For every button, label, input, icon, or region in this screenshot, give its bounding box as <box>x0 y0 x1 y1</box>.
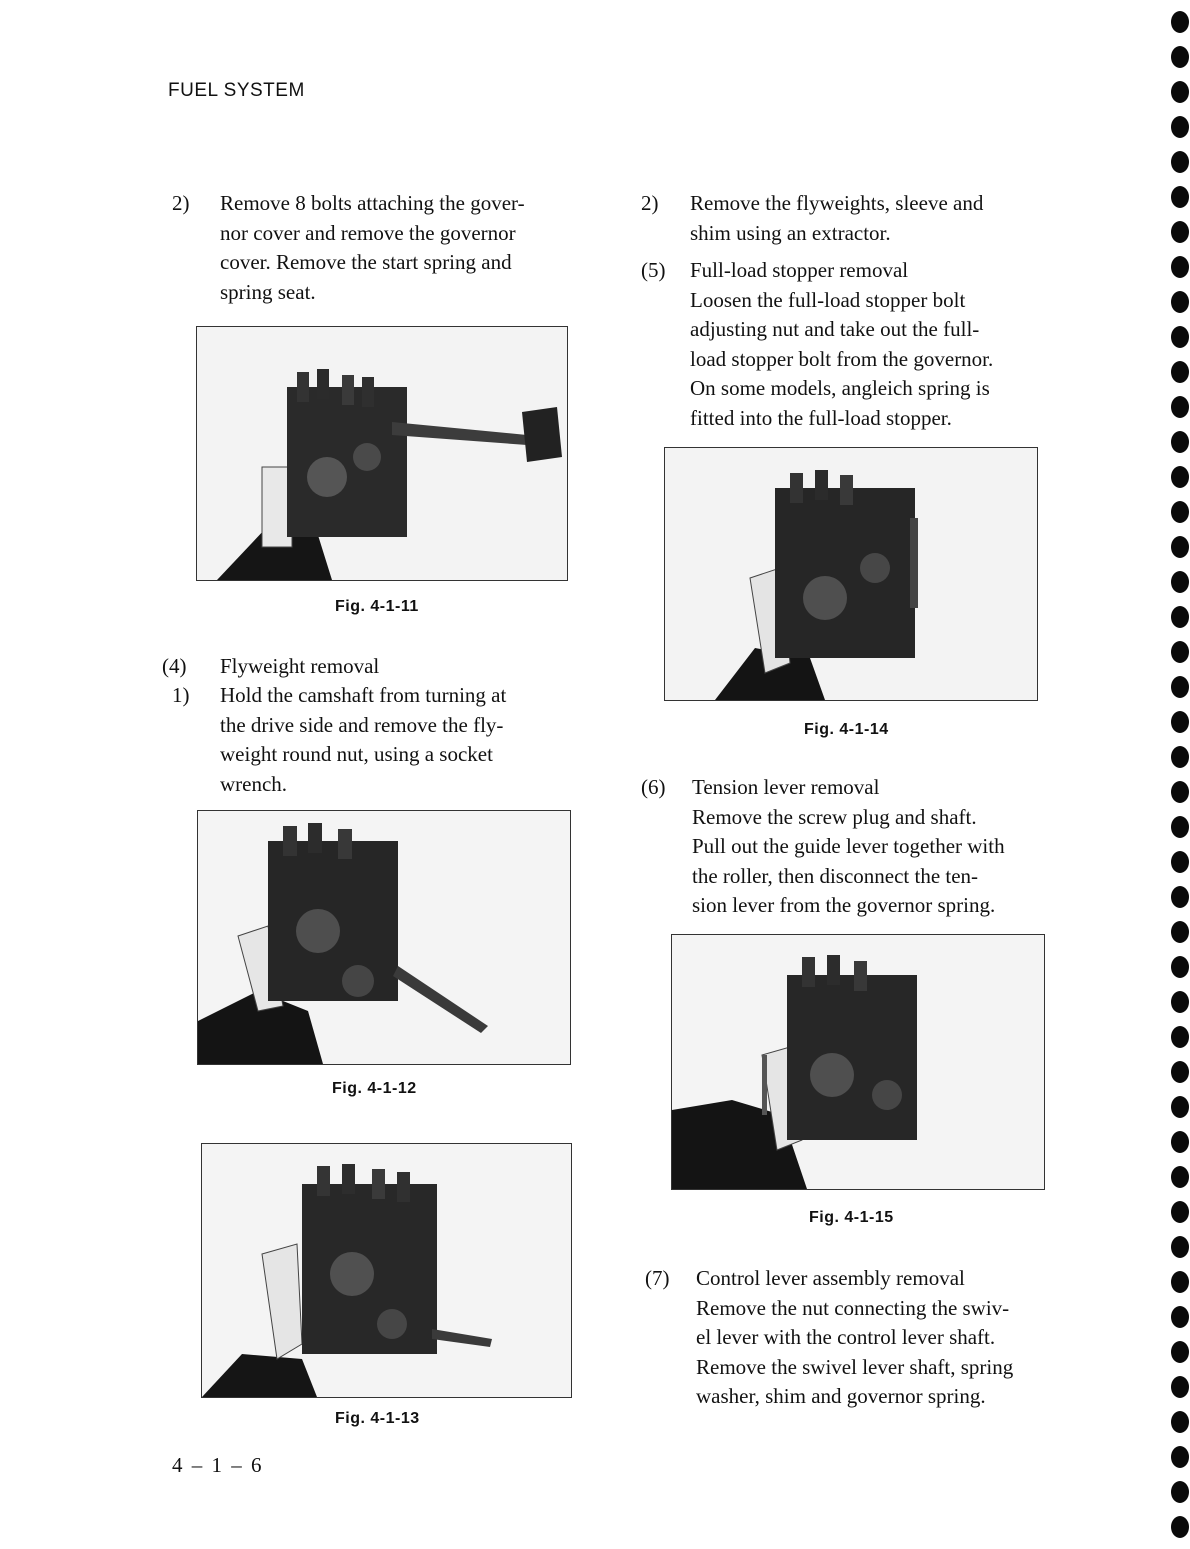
text-line: weight round nut, using a socket <box>220 742 493 766</box>
step-text <box>220 681 588 799</box>
text-line: Remove the nut connecting the swiv- <box>696 1295 1010 1320</box>
text-line: On some models, angleich spring is <box>690 376 990 400</box>
right-section-6 <box>641 773 1066 923</box>
right-section-7 <box>645 1264 1070 1414</box>
figure-caption: Fig. 4-1-11 <box>335 598 419 615</box>
step-text <box>220 189 588 307</box>
text-line: the drive side and remove the fly- <box>220 712 504 737</box>
section-number: (4) <box>162 654 187 678</box>
figure-4-1-15-photo <box>671 934 1045 1190</box>
text-line: nor cover and remove the governor <box>220 220 516 245</box>
step-number: 2) <box>172 191 190 215</box>
step-text <box>690 189 1060 248</box>
binding-holes <box>1156 0 1190 1544</box>
text-line: Remove 8 bolts attaching the gover- <box>220 191 525 215</box>
figure-4-1-14-photo <box>664 447 1038 701</box>
section-text <box>690 256 1060 433</box>
right-step-2 <box>641 189 1066 249</box>
text-line: sion lever from the governor spring. <box>692 893 996 917</box>
figure-caption: Fig. 4-1-12 <box>332 1080 417 1097</box>
text-line: el lever with the control lever shaft. <box>696 1325 996 1349</box>
section-text <box>692 773 1062 921</box>
section-title: Flyweight removal <box>220 654 380 678</box>
step-number: 2) <box>641 191 659 215</box>
step-number: 1) <box>172 683 190 707</box>
text-line: fitted into the full-load stopper. <box>690 405 952 430</box>
text-line: washer, shim and governor spring. <box>696 1384 986 1408</box>
figure-caption: Fig. 4-1-14 <box>804 721 889 738</box>
text-line: spring seat. <box>220 279 316 304</box>
section-number: (7) <box>645 1266 670 1290</box>
text-line: Loosen the full-load stopper bolt <box>690 287 966 312</box>
text-line: Remove the swivel lever shaft, spring <box>696 1354 1014 1379</box>
text-line: the roller, then disconnect the ten- <box>692 863 979 888</box>
figure-caption: Fig. 4-1-13 <box>335 1410 420 1427</box>
text-line: Pull out the guide lever together with <box>692 834 1005 858</box>
section-title: Control lever assembly removal <box>696 1266 965 1290</box>
section-number: (5) <box>641 258 666 282</box>
right-section-5 <box>641 256 1066 436</box>
text-line: load stopper bolt from the governor. <box>690 346 994 371</box>
figure-caption: Fig. 4-1-15 <box>809 1209 894 1226</box>
section-text <box>696 1264 1068 1412</box>
section-title: Full-load stopper removal <box>690 258 909 282</box>
binding-holes-graphic <box>1156 0 1190 1544</box>
section-number: (6) <box>641 775 666 799</box>
text-line: wrench. <box>220 771 288 796</box>
text-line: adjusting nut and take out the full- <box>690 317 980 341</box>
text-line: Remove the screw plug and shaft. <box>692 804 977 829</box>
left-section-4 <box>162 652 592 682</box>
text-line: cover. Remove the start spring and <box>220 250 512 274</box>
text-line: Remove the flyweights, sleeve and <box>690 191 984 215</box>
figure-4-1-13-photo <box>201 1143 572 1398</box>
figure-4-1-11-photo <box>196 326 568 581</box>
text-line: Hold the camshaft from turning at <box>220 683 507 707</box>
left-step-1 <box>172 681 592 801</box>
page-header: FUEL SYSTEM <box>168 80 305 101</box>
text-line: shim using an extractor. <box>690 220 891 245</box>
section-title: Tension lever removal <box>692 775 880 799</box>
page-number: 4 – 1 – 6 <box>172 1453 264 1477</box>
left-step-2 <box>172 189 592 309</box>
figure-4-1-12-photo <box>197 810 571 1065</box>
